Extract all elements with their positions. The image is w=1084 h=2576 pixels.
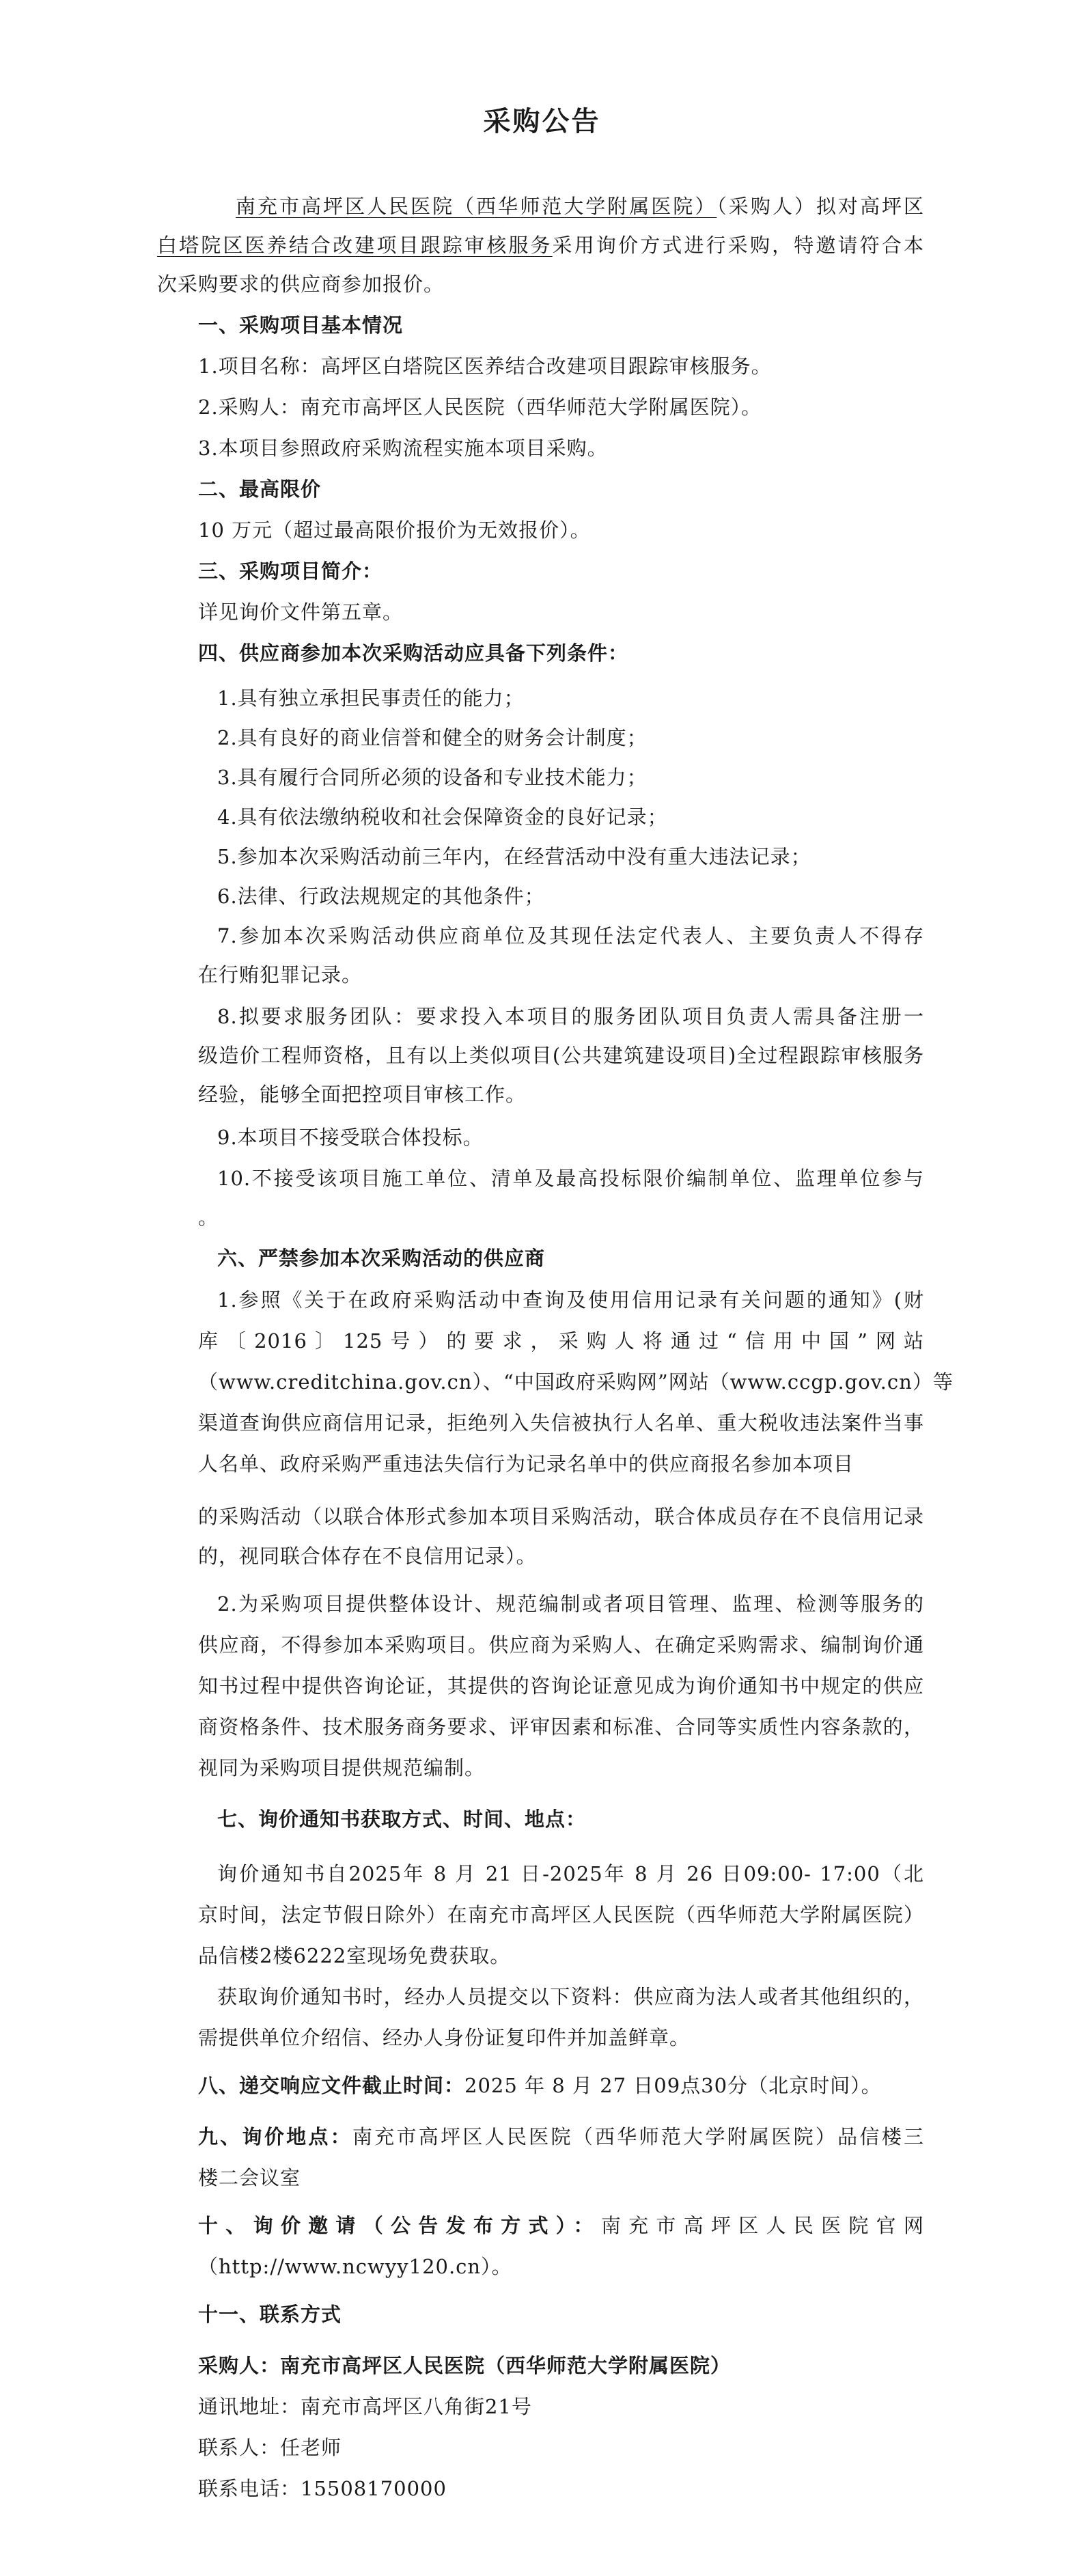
section-6-p2-line-5: 视同为采购项目提供规范编制。	[198, 1756, 486, 1779]
section-7-p1-line-1: 询价通知书自2025年 8 月 21 日-2025年 8 月 26 日09:00- 17:00（北	[217, 1862, 924, 1885]
section-6-p2-line-3: 知书过程中提供咨询论证，其提供的咨询论证意见成为询价通知书中规定的供应	[198, 1674, 924, 1698]
purchaser-name-underlined: 南充市高坪区人民医院（西华师范大学附属医院）	[236, 195, 717, 218]
section-1-heading: 一、采购项目基本情况	[198, 314, 404, 337]
section-1-item-2: 2.采购人：南充市高坪区人民医院（西华师范大学附属医院）。	[198, 396, 762, 419]
contact-phone: 联系电话：15508170000	[198, 2477, 447, 2500]
contact-address: 通讯地址：南充市高坪区八角街21号	[198, 2395, 532, 2418]
condition-6: 6.法律、行政法规规定的其他条件；	[217, 885, 545, 908]
section-9-line-1	[198, 2123, 924, 2150]
section-7-p2-line-1: 获取询价通知书时，经办人员提交以下资料：供应商为法人或者其他组织的，	[217, 1985, 924, 2008]
intro-line-2-rest: 采用询价方式进行采购，特邀请符合本	[552, 234, 924, 257]
section-6-heading: 六、严禁参加本次采购活动的供应商	[217, 1247, 546, 1270]
condition-1: 1.具有独立承担民事责任的能力；	[217, 687, 525, 710]
section-9-label: 九、询价地点：	[198, 2125, 352, 2148]
section-6-p1-line-3: （www.creditchina.gov.cn）、“中国政府采购网”网站（www.ccgp.gov.cn）等	[198, 1370, 954, 1394]
section-9-location: 南充市高坪区人民医院（西华师范大学附属医院）品信楼三	[352, 2125, 924, 2148]
section-7-p2-line-2: 需提供单位介绍信、经办人身份证复印件并加盖鲜章。	[198, 2026, 691, 2049]
section-7-p1-line-2: 京时间，法定节假日除外）在南充市高坪区人民医院（西华师范大学附属医院）	[198, 1903, 924, 1926]
section-10-url: （http://www.ncwyy120.cn）。	[198, 2255, 512, 2278]
intro-line-3-text: 次采购要求的供应商参加报价。	[157, 273, 445, 296]
condition-3: 3.具有履行合同所必须的设备和专业技术能力；	[217, 766, 648, 789]
intro-line-1	[236, 193, 924, 220]
page-title: 采购公告	[483, 105, 601, 137]
section-4-heading: 四、供应商参加本次采购活动应具备下列条件：	[198, 641, 629, 665]
section-6-p2-line-4: 商资格条件、技术服务商务要求、评审因素和标准、合同等实质性内容条款的，	[198, 1715, 924, 1739]
intro-line-3	[157, 271, 444, 298]
condition-2: 2.具有良好的商业信誉和健全的财务会计制度；	[217, 726, 648, 749]
section-6-p1-line-6: 的采购活动（以联合体形式参加本项目采购活动，联合体成员存在不良信用记录	[198, 1505, 924, 1528]
condition-5: 5.参加本次采购活动前三年内，在经营活动中没有重大违法记录；	[217, 845, 811, 868]
intro-line-2	[157, 232, 924, 259]
section-6-p2-line-1: 2.为采购项目提供整体设计、规范编制或者项目管理、监理、检测等服务的	[217, 1592, 924, 1616]
section-6-p1-line-4: 渠道查询供应商信用记录，拒绝列入失信被执行人名单、重大税收违法案件当事	[198, 1411, 924, 1435]
condition-4: 4.具有依法缴纳税收和社会保障资金的良好记录；	[217, 805, 668, 829]
condition-9: 9.本项目不接受联合体投标。	[217, 1126, 484, 1149]
section-10-publisher: 南充市高坪区人民医院官网	[600, 2214, 924, 2237]
section-9-line-2: 楼二会议室	[198, 2166, 301, 2189]
section-2-text: 10 万元（超过最高限价报价为无效报价）。	[198, 518, 591, 542]
section-10-line-1	[198, 2212, 924, 2239]
project-name-underlined: 白塔院区医养结合改建项目跟踪审核服务	[157, 234, 553, 257]
section-8-line	[198, 2072, 882, 2099]
condition-7-line-2: 在行贿犯罪记录。	[198, 963, 363, 986]
contact-purchaser: 采购人：南充市高坪区人民医院（西华师范大学附属医院）	[198, 2354, 732, 2377]
condition-10-line-2: 。	[198, 1206, 219, 1229]
contact-person: 联系人：任老师	[198, 2436, 342, 2459]
section-2-heading: 二、最高限价	[198, 477, 322, 501]
section-6-p1-line-2: 库〔2016〕125号）的要求，采购人将通过“信用中国”网站	[198, 1329, 924, 1353]
intro-line-1-rest: （采购人）拟对高坪区	[717, 195, 924, 218]
section-6-p1-line-1: 1.参照《关于在政府采购活动中查询及使用信用记录有关问题的通知》(财	[217, 1288, 924, 1312]
section-6-p1-line-5: 人名单、政府采购严重违法失信行为记录名单中的供应商报名参加本项目	[198, 1452, 854, 1476]
section-8-label: 八、递交响应文件截止时间：	[198, 2074, 465, 2097]
section-10-label: 十、询价邀请（公告发布方式）：	[198, 2214, 601, 2237]
condition-10-line-1: 10.不接受该项目施工单位、清单及最高投标限价编制单位、监理单位参与	[217, 1167, 924, 1190]
section-7-p1-line-3: 品信楼2楼6222室现场免费获取。	[198, 1944, 511, 1967]
section-1-item-1: 1.项目名称：高坪区白塔院区医养结合改建项目跟踪审核服务。	[198, 355, 772, 378]
condition-8-line-2: 级造价工程师资格，且有以上类似项目(公共建筑建设项目)全过程跟踪审核服务	[198, 1044, 924, 1067]
section-6-p1-line-7: 的，视同联合体存在不良信用记录）。	[198, 1545, 537, 1568]
section-11-heading: 十一、联系方式	[198, 2303, 342, 2326]
section-6-p2-line-2: 供应商，不得参加本采购项目。供应商为采购人、在确定采购需求、编制询价通	[198, 1633, 924, 1657]
section-3-heading: 三、采购项目简介：	[198, 559, 383, 583]
section-7-heading: 七、询价通知书获取方式、时间、地点：	[217, 1808, 587, 1831]
condition-8-line-1: 8.拟要求服务团队：要求投入本项目的服务团队项目负责人需具备注册一	[217, 1005, 924, 1028]
section-1-item-3: 3.本项目参照政府采购流程实施本项目采购。	[198, 437, 608, 460]
section-3-text: 详见询价文件第五章。	[198, 600, 404, 624]
condition-8-line-3: 经验，能够全面把控项目审核工作。	[198, 1083, 527, 1106]
condition-7-line-1: 7.参加本次采购活动供应商单位及其现任法定代表人、主要负责人不得存	[217, 924, 924, 947]
section-8-deadline: 2025 年 8 月 27 日09点30分（北京时间）。	[464, 2074, 882, 2097]
